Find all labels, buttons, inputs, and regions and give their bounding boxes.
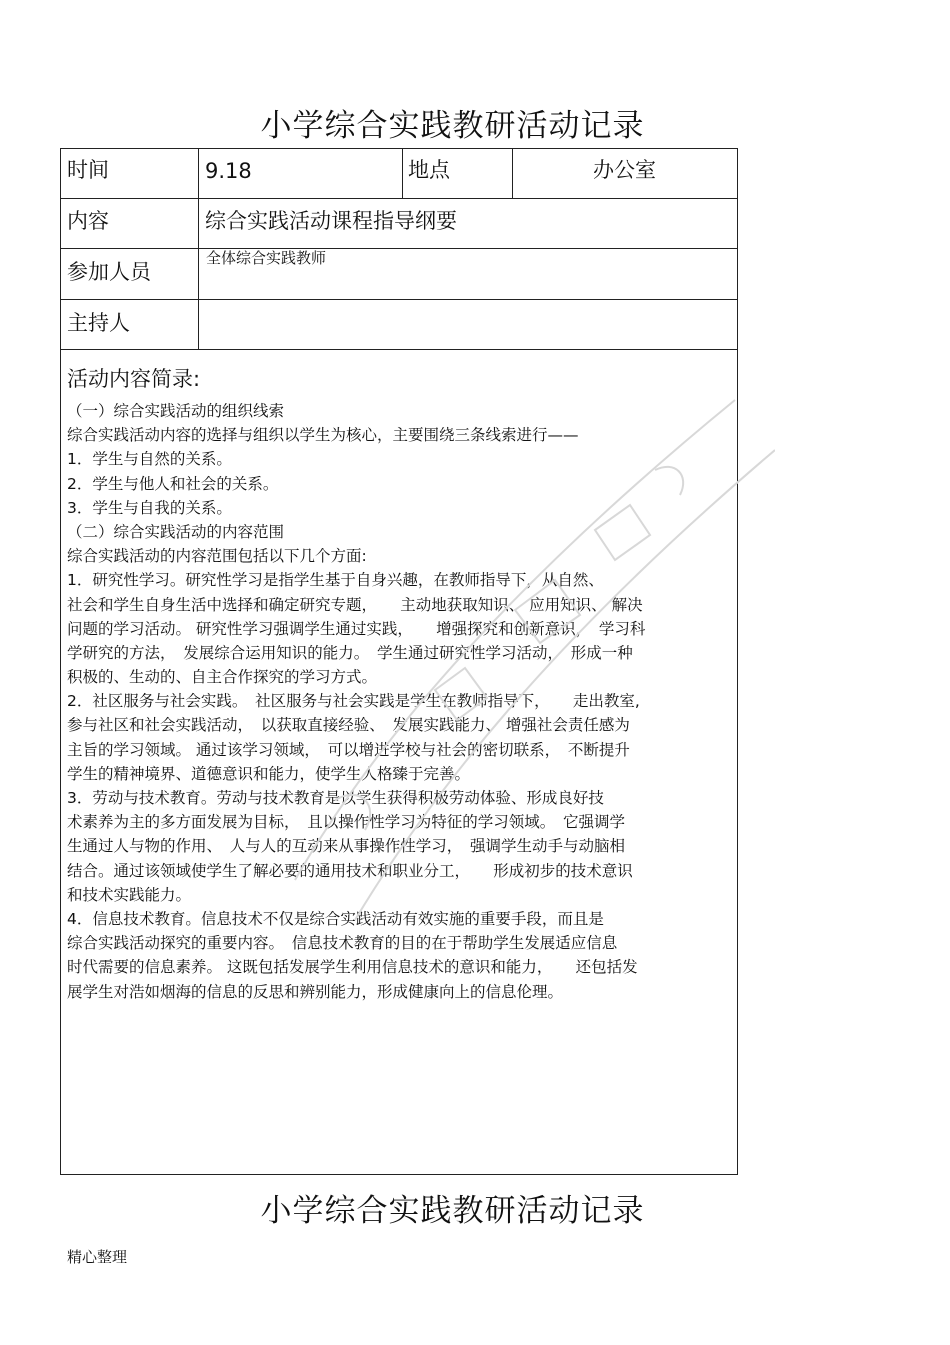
record-line: 1．研究性学习。研究性学习是指学生基于自身兴趣，在教师指导下，从自然、 bbox=[67, 571, 604, 590]
record-line: 展学生对浩如烟海的信息的反思和辨别能力，形成健康向上的信息伦理。 bbox=[67, 982, 564, 1001]
participants-label: 参加人员 bbox=[67, 260, 151, 284]
record-line: 综合实践活动内容的选择与组织以学生为核心，主要围绕三条线索进行—— bbox=[67, 426, 579, 445]
record-line: 生通过人与物的作用、 人与人的互动来从事操作性学习， 强调学生动手与动脑相 bbox=[67, 837, 626, 856]
row-divider bbox=[61, 349, 737, 350]
record-line: 积极的、生动的、自主合作探究的学习方式。 bbox=[67, 668, 378, 687]
participants-value: 全体综合实践教师 bbox=[206, 249, 327, 267]
page-title: 小学综合实践教研活动记录 bbox=[260, 108, 645, 144]
page-title-repeat: 小学综合实践教研活动记录 bbox=[260, 1193, 645, 1229]
record-line: 时代需要的信息素养。 这既包括发展学生利用信息技术的意识和能力， 还包括发 bbox=[67, 958, 638, 977]
column-divider bbox=[402, 149, 403, 198]
record-line: 综合实践活动探究的重要内容。 信息技术教育的目的在于帮助学生发展适应信息 bbox=[67, 934, 618, 953]
record-line: （一）综合实践活动的组织线索 bbox=[67, 402, 285, 420]
row-divider bbox=[61, 198, 737, 199]
row-divider bbox=[61, 299, 737, 300]
time-label: 时间 bbox=[67, 158, 109, 182]
record-line: （二）综合实践活动的内容范围 bbox=[67, 522, 285, 541]
host-label: 主持人 bbox=[67, 311, 130, 335]
record-body bbox=[67, 399, 731, 1004]
record-line: 2．学生与他人和社会的关系。 bbox=[67, 474, 279, 493]
record-heading: 活动内容简录: bbox=[67, 367, 201, 391]
record-line: 3．学生与自我的关系。 bbox=[67, 498, 232, 517]
place-value: 办公室 bbox=[593, 158, 656, 182]
record-line: 术素养为主的多方面发展为目标， 且以操作性学习为特征的学习领域。 它强调学 bbox=[67, 813, 626, 832]
record-line: 学生的精神境界、道德意识和能力，使学生人格臻于完善。 bbox=[67, 764, 471, 783]
record-line: 主旨的学习领域。 通过该学习领域， 可以增进学校与社会的密切联系， 不断提升 bbox=[67, 740, 630, 759]
content-label: 内容 bbox=[67, 209, 109, 233]
record-table bbox=[60, 148, 738, 1175]
record-line: 和技术实践能力。 bbox=[67, 885, 192, 904]
record-line: 结合。通过该领域使学生了解必要的通用技术和职业分工， 形成初步的技术意识 bbox=[67, 861, 633, 880]
record-line: 社会和学生自身生活中选择和确定研究专题， 主动地获取知识、 应用知识、 解决 bbox=[67, 595, 643, 614]
footer-note: 精心整理 bbox=[67, 1248, 128, 1266]
row-divider bbox=[61, 248, 737, 249]
record-line: 参与社区和社会实践活动， 以获取直接经验、 发展实践能力、 增强社会责任感为 bbox=[67, 716, 630, 735]
content-value: 综合实践活动课程指导纲要 bbox=[205, 209, 457, 233]
record-line: 学研究的方法， 发展综合运用知识的能力。 学生通过研究性学习活动， 形成一种 bbox=[67, 643, 633, 662]
record-line: 综合实践活动的内容范围包括以下几个方面: bbox=[67, 547, 367, 566]
record-line: 4．信息技术教育。信息技术不仅是综合实践活动有效实施的重要手段，而且是 bbox=[67, 909, 604, 928]
record-line: 问题的学习活动。 研究性学习强调学生通过实践， 增强探究和创新意识， 学习科 bbox=[67, 619, 646, 638]
record-line: 1．学生与自然的关系。 bbox=[67, 450, 232, 469]
column-divider bbox=[198, 149, 199, 349]
record-line: 2．社区服务与社会实践。 社区服务与社会实践是学生在教师指导下， 走出教室, bbox=[67, 692, 640, 711]
place-label: 地点 bbox=[408, 158, 450, 182]
time-value: 9.18 bbox=[205, 159, 252, 183]
record-line: 3．劳动与技术教育。劳动与技术教育是以学生获得积极劳动体验、形成良好技 bbox=[67, 789, 604, 807]
